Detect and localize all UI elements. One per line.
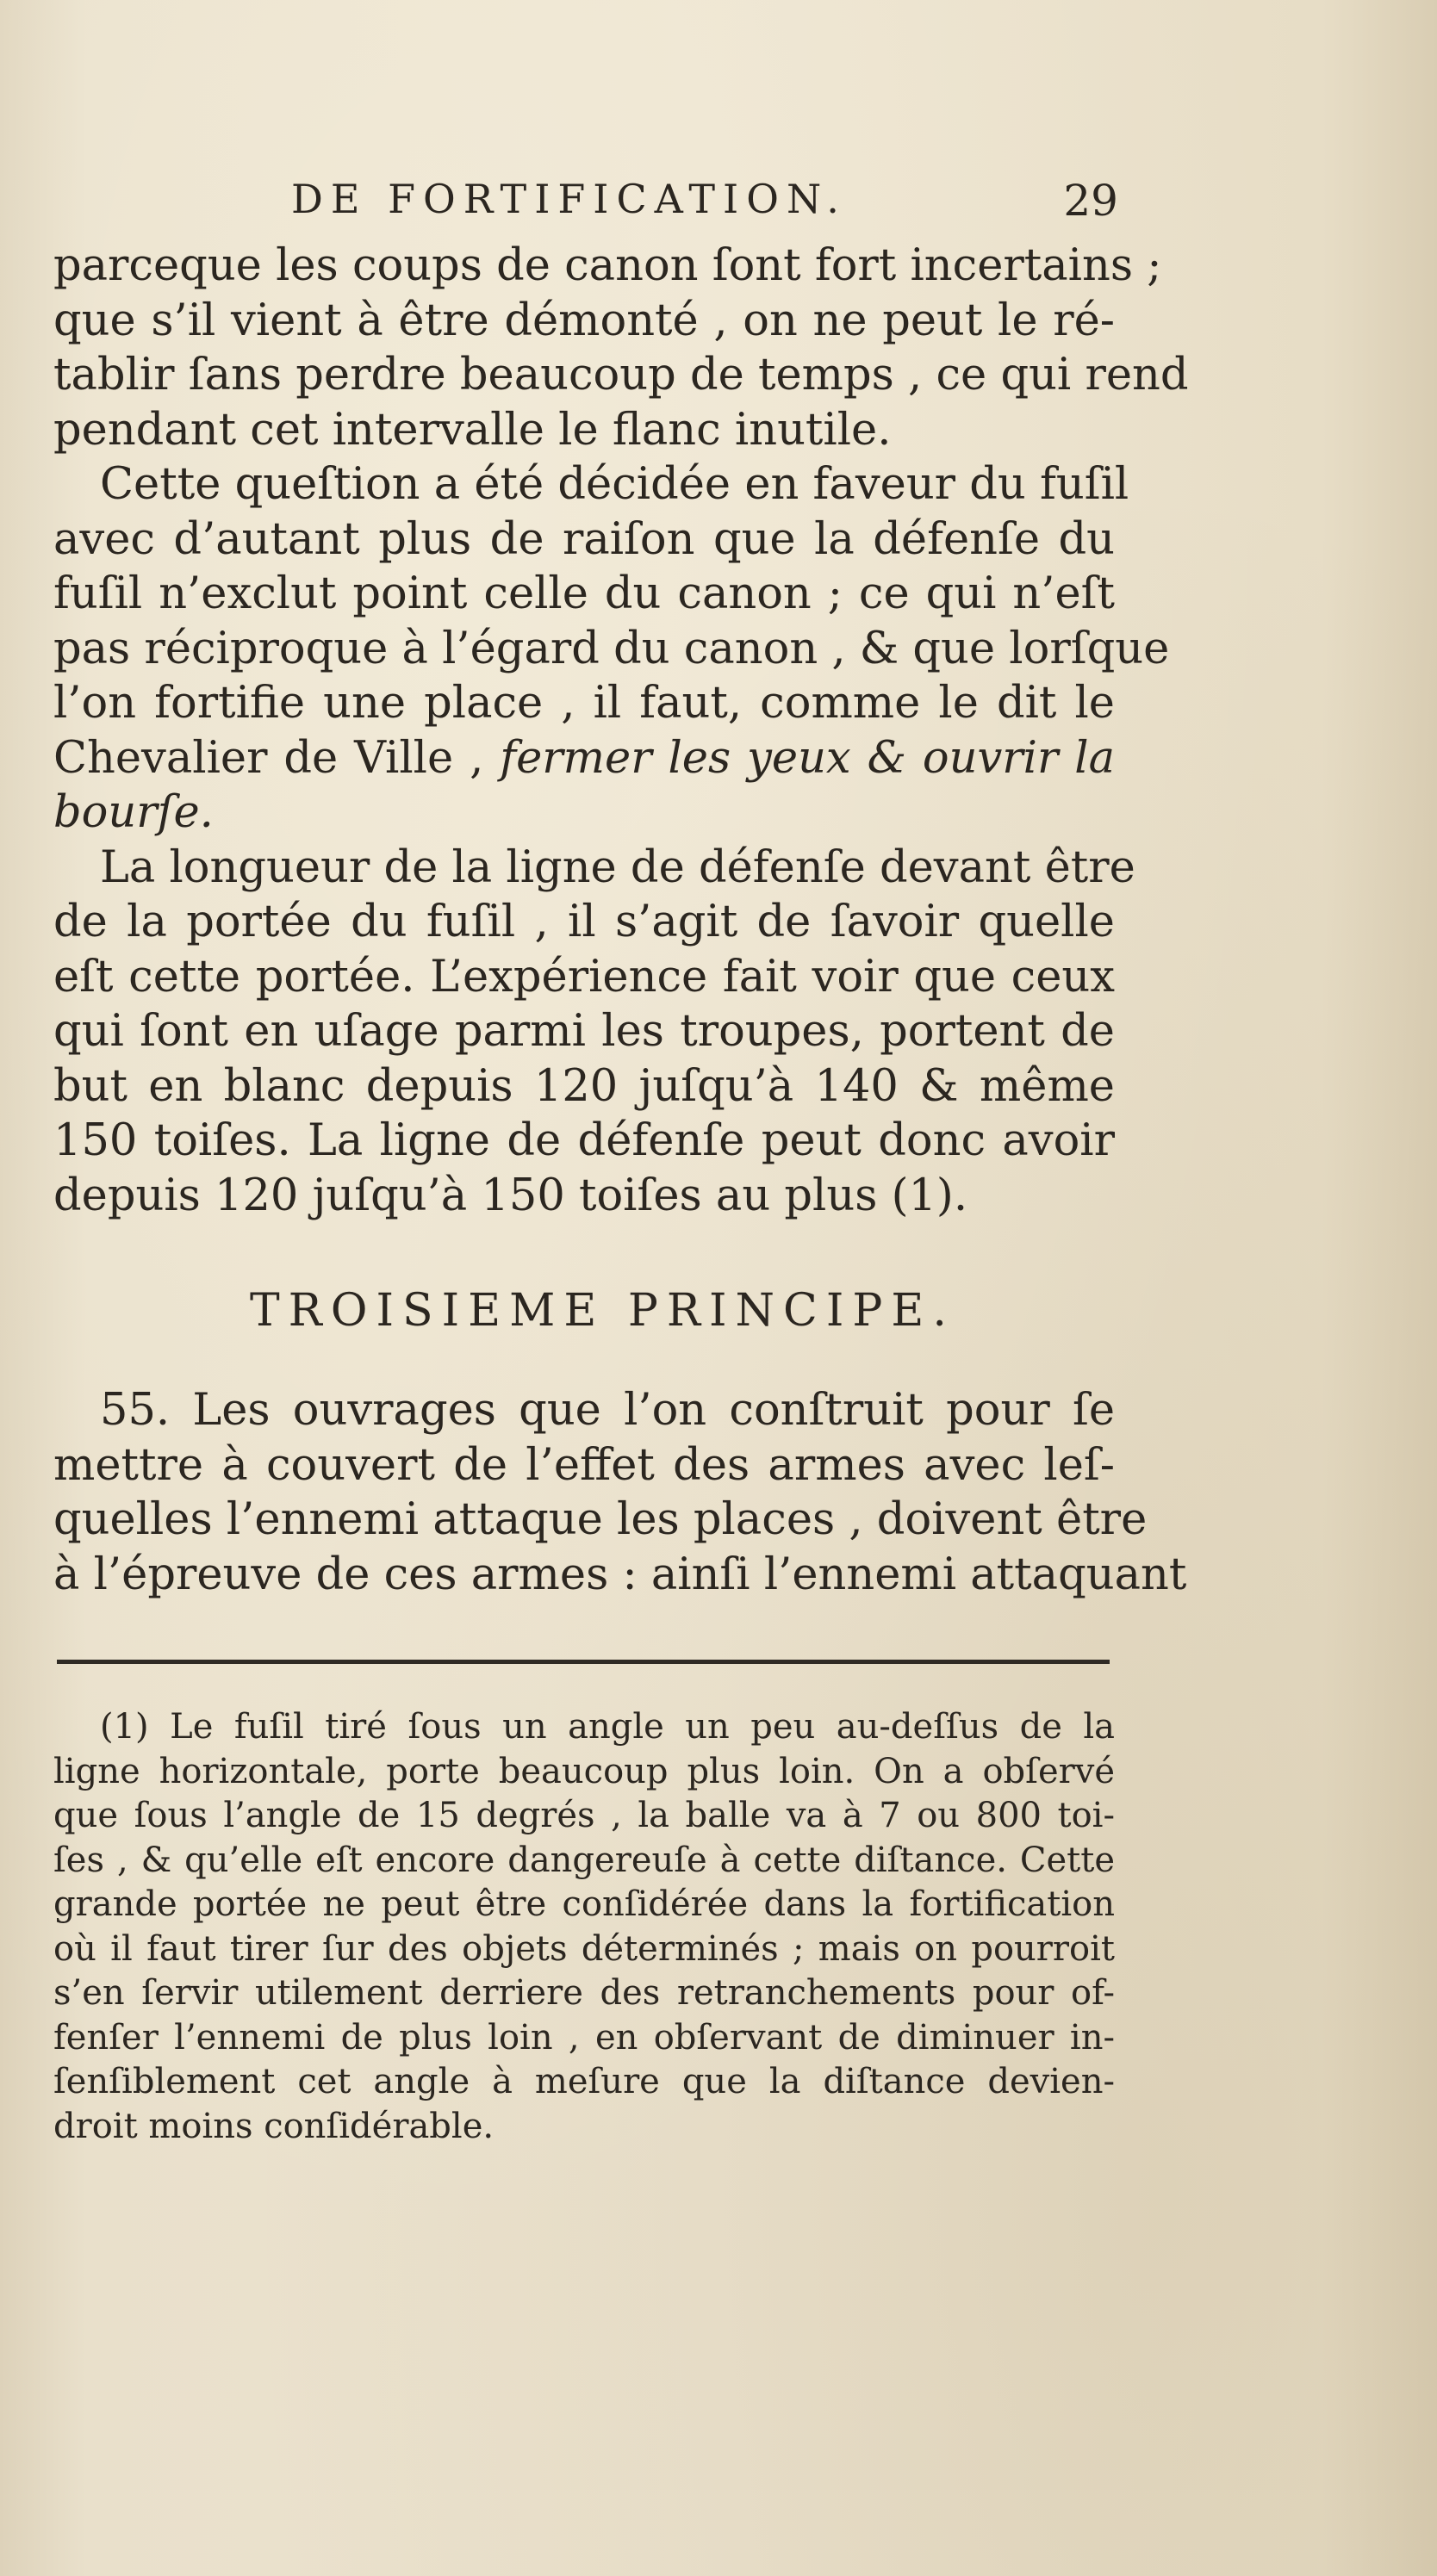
main-text-top [53, 239, 1189, 1223]
footnote-line: que ſous l’angle de 15 degrés , la balle va à 7 ou 800 toi- [53, 1796, 1115, 1835]
text-line: pendant cet intervalle le flanc inutile. [53, 404, 892, 456]
text-line-mixed [53, 731, 1115, 786]
section-heading: TROISIEME PRINCIPE. [250, 1285, 955, 1337]
footnote-line: ſes , & qu’elle eſt encore dangereuſe à cette diſtance. Cette [53, 1840, 1115, 1880]
italic-quote: fermer les yeux & ouvrir la [500, 732, 1115, 784]
text-line: de la portée du fuſil , il s’agit de ſavoir quelle [53, 897, 1115, 947]
running-header [291, 176, 1118, 231]
text-line: Cette queſtion a été décidée en faveur du fuſil [100, 459, 1129, 510]
footnote [53, 1705, 1115, 2149]
text-segment: Chevalier de Ville , [53, 732, 501, 784]
running-title: DE FORTIFICATION. [291, 176, 847, 222]
text-line: à l’épreuve de ces armes : ainſi l’ennemi attaquant [53, 1549, 1187, 1600]
italic-quote-end: bourſe. [53, 787, 214, 838]
text-line: qui ſont en uſage parmi les troupes, portent de [53, 1006, 1115, 1057]
text-line: fuſil n’exclut point celle du canon ; ce qui n’eſt [53, 568, 1115, 619]
footnote-line: ſenſiblement cet angle à meſure que la diſtance devien- [53, 2062, 1115, 2101]
footnote-line: droit moins conſidérable. [53, 2106, 495, 2146]
footnote-divider [57, 1660, 1110, 1664]
footnote-line: où il faut tirer ſur des objets déterminés ; mais on pourroit [53, 1928, 1115, 1969]
text-line: mettre à couvert de l’effet des armes avec leſ- [53, 1439, 1115, 1491]
text-line: quelles l’ennemi attaque les places , doivent être [53, 1494, 1148, 1545]
page-number: 29 [1063, 176, 1118, 226]
footnote-line: fenſer l’ennemi de plus loin , en obſervant de diminuer in- [53, 2017, 1115, 2058]
footnote-line: s’en ſervir utilement derriere des retranchements pour of- [53, 1973, 1115, 2013]
footnote-line: (1) Le fuſil tiré ſous un angle un peu au-deſſus de la [100, 1707, 1115, 1747]
text-line: pas réciproque à l’égard du canon , & que lorſque [53, 623, 1170, 674]
text-line: La longueur de la ligne de défenſe devant être [100, 841, 1135, 893]
text-line: avec d’autant plus de raiſon que la défenſe du [53, 513, 1115, 565]
text-line: tablir ſans perdre beaucoup de temps , ce qui rend [53, 350, 1189, 400]
text-line: 150 toiſes. La ligne de défenſe peut donc avoir [53, 1115, 1115, 1166]
text-line: but en blanc depuis 120 juſqu’à 140 & même [53, 1060, 1115, 1112]
text-line: 55. Les ouvrages que l’on conſtruit pour ſe [100, 1385, 1115, 1436]
main-text-bottom [53, 1383, 1187, 1602]
text-line [53, 785, 1115, 841]
text-line: eſt cette portée. L’expérience fait voir que ceux [53, 951, 1115, 1002]
footnote-line: ligne horizontale, porte beaucoup plus loin. On a obſervé [53, 1751, 1115, 1791]
text-line: l’on fortifie une place , il faut, comme le dit le [53, 678, 1115, 729]
text-line: depuis 120 juſqu’à 150 toiſes au plus (1). [53, 1170, 968, 1221]
footnote-line: grande portée ne peut être conſidérée dans la fortification [53, 1884, 1115, 1924]
text-line: que s’il vient à être démonté , on ne peut le ré- [53, 295, 1115, 346]
text-line: parceque les coups de canon ſont fort incertains ; [53, 240, 1162, 291]
